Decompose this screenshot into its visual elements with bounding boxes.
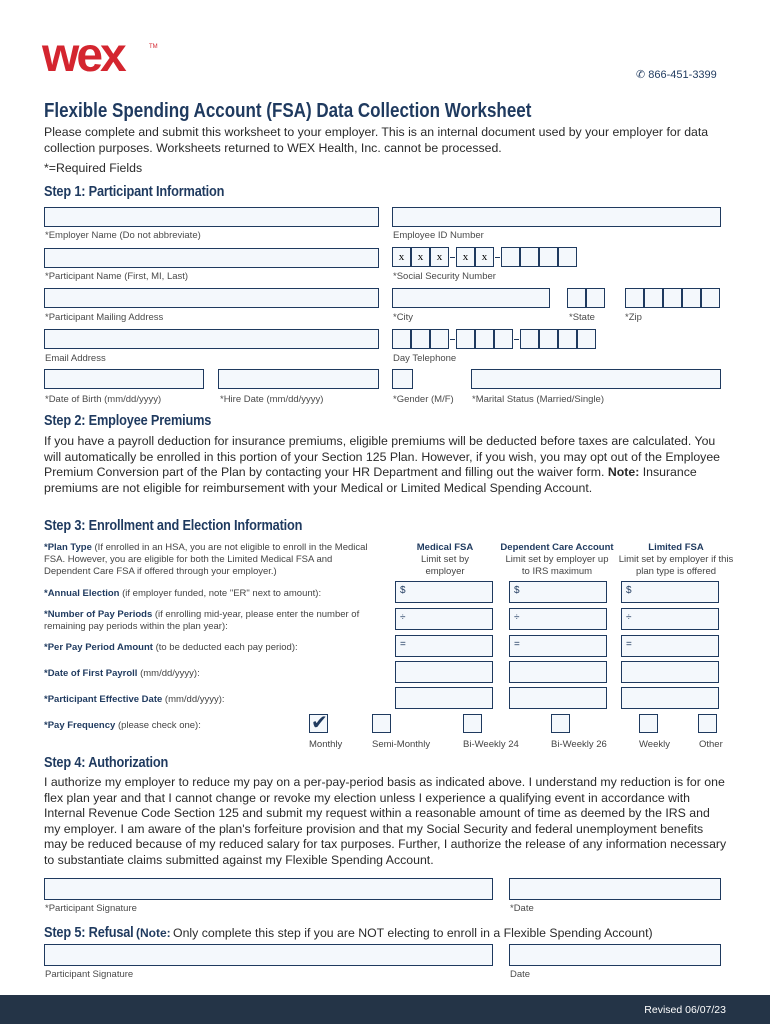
column-sub: Limit set by employer if this plan type is offered [618, 554, 734, 577]
footer-bar [0, 995, 770, 1024]
wex-logo-tm: TM [149, 44, 158, 50]
zip-cell[interactable] [625, 288, 644, 308]
marital-status-input[interactable] [471, 369, 721, 389]
effective-date-label: *Participant Effective Date [44, 694, 163, 705]
dob-label: *Date of Birth (mm/dd/yyyy) [45, 394, 162, 405]
employer-name-input[interactable] [44, 207, 379, 227]
medical-first-payroll-input[interactable] [395, 661, 493, 683]
phone-digit[interactable] [392, 329, 411, 349]
step2-note-label: Note: [607, 465, 640, 480]
city-input[interactable] [392, 288, 550, 308]
column-limited-fsa [616, 542, 736, 578]
state-cell[interactable] [586, 288, 605, 308]
column-sub: Limit set by employer up to IRS maximum [505, 554, 609, 577]
refusal-signature-input[interactable] [44, 944, 493, 966]
step2-heading: Step 2: Employee Premiums [44, 413, 212, 429]
ssn-digit[interactable] [501, 247, 520, 267]
state-cell[interactable] [567, 288, 586, 308]
annual-election-label: *Annual Election [44, 588, 120, 599]
frequency-other-label: Other [699, 739, 723, 750]
participant-signature-label: *Participant Signature [45, 903, 137, 914]
gender-input[interactable] [392, 369, 413, 389]
marital-status-label: *Marital Status (Married/Single) [472, 394, 604, 405]
column-title: Dependent Care Account [500, 542, 614, 553]
pay-frequency-label: *Pay Frequency [44, 720, 116, 731]
column-medical-fsa [385, 542, 505, 578]
frequency-biweekly24-label: Bi-Weekly 24 [463, 739, 519, 750]
zip-cell[interactable] [701, 288, 720, 308]
frequency-semi-monthly-label: Semi-Monthly [372, 739, 431, 750]
column-dependent-care [497, 542, 617, 578]
per-pay-label: *Per Pay Period Amount [44, 642, 153, 653]
effective-date-question [44, 694, 384, 706]
limited-pay-periods-input[interactable] [621, 608, 719, 630]
phone-digit[interactable] [475, 329, 494, 349]
frequency-semi-monthly-checkbox[interactable] [372, 714, 391, 733]
frequency-weekly-checkbox[interactable] [639, 714, 658, 733]
frequency-biweekly26-label: Bi-Weekly 26 [551, 739, 607, 750]
participant-name-label: *Participant Name (First, MI, Last) [45, 271, 189, 282]
column-title: Limited FSA [648, 542, 704, 553]
revised-date: Revised 06/07/23 [644, 1004, 726, 1016]
step5-note-label: (Note: [136, 926, 171, 940]
step2-body-part1: If you have a payroll deduction for insurance premiums, eligible premiums will be deducted before taxes are calculated. You will automatically be enrolled in this portion of your Section 125 Plan. However, if you wish, you may opt out of the Employee Premium Conversion part of the Plan by contacting your HR Department and filling out the waiver form. [44, 434, 721, 480]
ssn-digit[interactable] [558, 247, 577, 267]
mailing-address-label: *Participant Mailing Address [45, 312, 164, 323]
first-payroll-text: (mm/dd/yyyy): [140, 668, 200, 679]
phone-digit[interactable] [430, 329, 449, 349]
equals-symbol: = [400, 639, 406, 650]
dependent-first-payroll-input[interactable] [509, 661, 607, 683]
dollar-symbol: $ [400, 585, 406, 596]
dob-input[interactable] [44, 369, 204, 389]
effective-date-text: (mm/dd/yyyy): [164, 694, 225, 705]
email-label: Email Address [45, 353, 106, 364]
phone-digit[interactable] [558, 329, 577, 349]
dependent-annual-election-input[interactable] [509, 581, 607, 603]
hire-date-label: *Hire Date (mm/dd/yyyy) [220, 394, 324, 405]
first-payroll-label: *Date of First Payroll [44, 668, 138, 679]
step4-heading: Step 4: Authorization [44, 755, 169, 771]
step3-heading: Step 3: Enrollment and Election Information [44, 518, 303, 534]
zip-cell[interactable] [644, 288, 663, 308]
pay-periods-question [44, 609, 389, 633]
medical-effective-date-input[interactable] [395, 687, 493, 709]
check-mark-icon: ✔ [311, 712, 328, 734]
zip-cell[interactable] [682, 288, 701, 308]
day-telephone-label: Day Telephone [393, 353, 457, 364]
refusal-date-input[interactable] [509, 944, 721, 966]
dollar-symbol: $ [514, 585, 520, 596]
phone-number: 866-451-3399 [648, 69, 717, 81]
equals-symbol: = [626, 639, 632, 650]
frequency-biweekly26-checkbox[interactable] [551, 714, 570, 733]
page-title: Flexible Spending Account (FSA) Data Collection Worksheet [44, 100, 532, 122]
per-pay-question [44, 642, 384, 654]
pay-frequency-text: (please check one): [117, 720, 201, 731]
limited-annual-election-input[interactable] [621, 581, 719, 603]
dependent-pay-periods-input[interactable] [509, 608, 607, 630]
ssn-digit[interactable] [520, 247, 539, 267]
participant-name-input[interactable] [44, 248, 379, 268]
frequency-monthly-checkbox[interactable] [309, 714, 328, 733]
column-title: Medical FSA [416, 542, 474, 553]
authorization-text: I authorize my employer to reduce my pay on a per-pay-period basis as indicated above. I understand my reduction is for one flex plan year and that I cannot change or revoke my election unless I experience a qualifying event in accordance with Internal Revenue Code Section 125 and submit my request within a reasonable amount of time as deemed by the IRS and my employer. I am aware of the plan's forfeiture provision and that my Social Security and federal unemployment benefits may be reduced because of my reduced salary for tax purposes. Further, I authorize the release of any information necessary to substantiate claims submitted against my Flexible Spending Account. [44, 775, 727, 867]
per-pay-text: (to be deducted each pay period): [155, 642, 298, 653]
wex-logo [42, 29, 162, 84]
column-sub: Limit set by employer [420, 554, 470, 577]
step5-heading: Step 5: Refusal [44, 925, 134, 941]
employee-id-label: Employee ID Number [393, 230, 484, 241]
plan-type-text: (If enrolled in an HSA, you are not eligible to enroll in the Medical FSA. However, you are eligible for both the Limited Medical FSA and Dependent Care FSA if offered through your employer.) [44, 542, 368, 577]
divide-symbol: ÷ [514, 612, 520, 623]
medical-annual-election-input[interactable] [395, 581, 493, 603]
phone-digit[interactable] [577, 329, 596, 349]
phone-contact [636, 68, 717, 81]
frequency-biweekly24-checkbox[interactable] [463, 714, 482, 733]
ssn-dash [495, 257, 500, 258]
first-payroll-question [44, 668, 384, 680]
employer-name-label: *Employer Name (Do not abbreviate) [45, 230, 201, 241]
required-note: *=Required Fields [44, 161, 143, 175]
frequency-weekly-label: Weekly [639, 739, 670, 750]
equals-symbol: = [514, 639, 520, 650]
plan-type-question [44, 542, 374, 578]
step5-header [44, 924, 653, 942]
state-label: *State [569, 312, 595, 323]
divide-symbol: ÷ [626, 612, 632, 623]
phone-digit[interactable] [456, 329, 475, 349]
phone-digit[interactable] [411, 329, 430, 349]
annual-election-question [44, 588, 384, 600]
authorization-date-label: *Date [510, 903, 534, 914]
frequency-other-checkbox[interactable] [698, 714, 717, 733]
ssn-label: *Social Security Number [393, 271, 496, 282]
ssn-digit[interactable] [539, 247, 558, 267]
gender-label: *Gender (M/F) [393, 394, 454, 405]
intro-text: Please complete and submit this worksheet to your employer. This is an internal document used by your employer for data collection purposes. Worksheets returned to WEX Health, Inc. cannot be processed. [44, 125, 709, 155]
ssn-digit[interactable]: x [475, 247, 494, 267]
ssn-dash [450, 257, 455, 258]
step2-body-part2: Insurance premiums are not eligible for reimbursement with your Medical or Limited Medical Spending Account. [44, 465, 697, 495]
plan-type-label: *Plan Type [44, 542, 92, 553]
authorization-date-input[interactable] [509, 878, 721, 900]
ssn-digit[interactable]: x [392, 247, 411, 267]
annual-election-text: (if employer funded, note "ER" next to amount): [122, 588, 322, 599]
zip-label: *Zip [625, 312, 642, 323]
ssn-digit[interactable]: x [456, 247, 475, 267]
divide-symbol: ÷ [400, 612, 406, 623]
refusal-date-label: Date [510, 969, 531, 980]
ssn-digit[interactable]: x [411, 247, 430, 267]
wex-logo-text: wex [42, 29, 124, 82]
frequency-monthly-label: Monthly [309, 739, 343, 750]
mailing-address-input[interactable] [44, 288, 379, 308]
phone-digit[interactable] [520, 329, 539, 349]
zip-cell[interactable] [663, 288, 682, 308]
employee-id-input[interactable] [392, 207, 721, 227]
phone-digit[interactable] [539, 329, 558, 349]
pay-periods-text: (if enrolling mid-year, please enter the number of remaining pay periods within the plan year): [44, 609, 360, 632]
city-label: *City [393, 312, 414, 323]
dependent-per-pay-input[interactable] [509, 635, 607, 657]
limited-effective-date-input[interactable] [621, 687, 719, 709]
phone-digit[interactable] [494, 329, 513, 349]
dependent-effective-date-input[interactable] [509, 687, 607, 709]
limited-first-payroll-input[interactable] [621, 661, 719, 683]
dollar-symbol: $ [626, 585, 632, 596]
phone-icon: ✆ [636, 69, 646, 81]
phone-dash [450, 339, 455, 340]
participant-signature-input[interactable] [44, 878, 493, 900]
email-input[interactable] [44, 329, 379, 349]
step2-body [44, 434, 728, 496]
pay-periods-label: *Number of Pay Periods [44, 609, 153, 620]
phone-dash [514, 339, 519, 340]
hire-date-input[interactable] [218, 369, 379, 389]
pay-frequency-question [44, 720, 294, 732]
medical-per-pay-input[interactable] [395, 635, 493, 657]
medical-pay-periods-input[interactable] [395, 608, 493, 630]
ssn-digit[interactable]: x [430, 247, 449, 267]
step5-note-text: Only complete this step if you are NOT electing to enroll in a Flexible Spending Account) [173, 926, 653, 940]
refusal-signature-label: Participant Signature [45, 969, 134, 980]
limited-per-pay-input[interactable] [621, 635, 719, 657]
step1-heading: Step 1: Participant Information [44, 184, 225, 200]
